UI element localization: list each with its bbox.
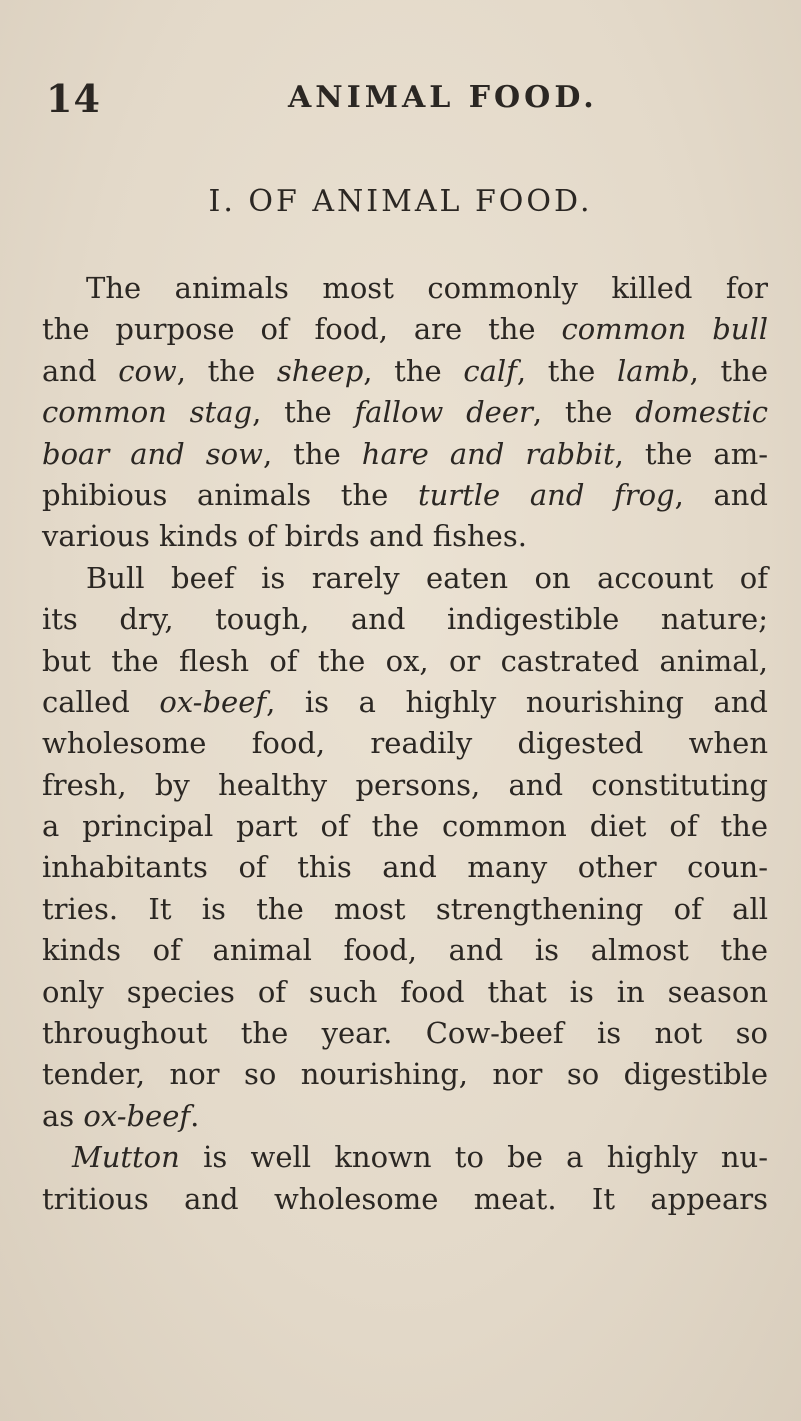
italic-term: fallow deer [354, 395, 533, 430]
italic-term: Mutton [72, 1140, 180, 1175]
italic-term: ox-beef [159, 684, 267, 719]
text-line: boar and sow, the hare and rabbit, the am- [42, 436, 768, 471]
text-line: phibious animals the turtle and frog, and [42, 477, 768, 512]
italic-term: calf [463, 353, 517, 388]
text-line: but the flesh of the ox, or castrated animal, [42, 643, 768, 678]
text-line: a principal part of the common diet of the [42, 809, 768, 844]
text-line: The animals most commonly killed for [86, 271, 768, 305]
italic-term: sheep [276, 353, 364, 388]
text-line: called ox-beef, is a highly nourishing and [42, 684, 768, 719]
italic-term: turtle and frog [417, 477, 675, 512]
italic-term: cow [118, 353, 177, 388]
italic-term: common bull [561, 312, 768, 347]
italic-term: ox-beef [83, 1098, 191, 1133]
italic-term: boar and sow [42, 436, 263, 471]
text-line: Mutton is well known to be a highly nu- [72, 1140, 768, 1175]
italic-term: hare and rabbit [361, 436, 615, 471]
text-line: common stag, the fallow deer, the domestic [42, 395, 768, 430]
text-line: kinds of animal food, and is almost the [42, 933, 768, 968]
body-text [42, 268, 768, 1220]
italic-term: common stag [42, 395, 253, 430]
text-line: Bull beef is rarely eaten on account of [86, 560, 768, 595]
text-line: the purpose of food, are the common bull [42, 312, 768, 347]
text-line: wholesome food, readily digested when [42, 726, 768, 761]
text-line: inhabitants of this and many other coun- [42, 850, 768, 885]
text-line: various kinds of birds and fishes. [42, 519, 527, 554]
text-line: fresh, by healthy persons, and constituting [42, 767, 768, 802]
text-line: tritious and wholesome meat. It appears [42, 1181, 768, 1216]
running-title: ANIMAL FOOD. [288, 80, 598, 115]
text-line: its dry, tough, and indigestible nature; [42, 602, 768, 637]
text-line: only species of such food that is in season [42, 974, 768, 1009]
page-number: 14 [46, 76, 101, 121]
text-line: and cow, the sheep, the calf, the lamb, the [42, 353, 769, 388]
text-line: as ox-beef. [42, 1098, 200, 1133]
italic-term: lamb [616, 353, 690, 388]
text-line: throughout the year. Cow-beef is not so [42, 1016, 768, 1051]
text-line: tender, nor so nourishing, nor so digestible [42, 1057, 768, 1092]
section-heading: I. OF ANIMAL FOOD. [208, 184, 593, 219]
text-line: tries. It is the most strengthening of all [42, 891, 768, 926]
running-head [46, 72, 755, 122]
italic-term: domestic [635, 395, 768, 430]
